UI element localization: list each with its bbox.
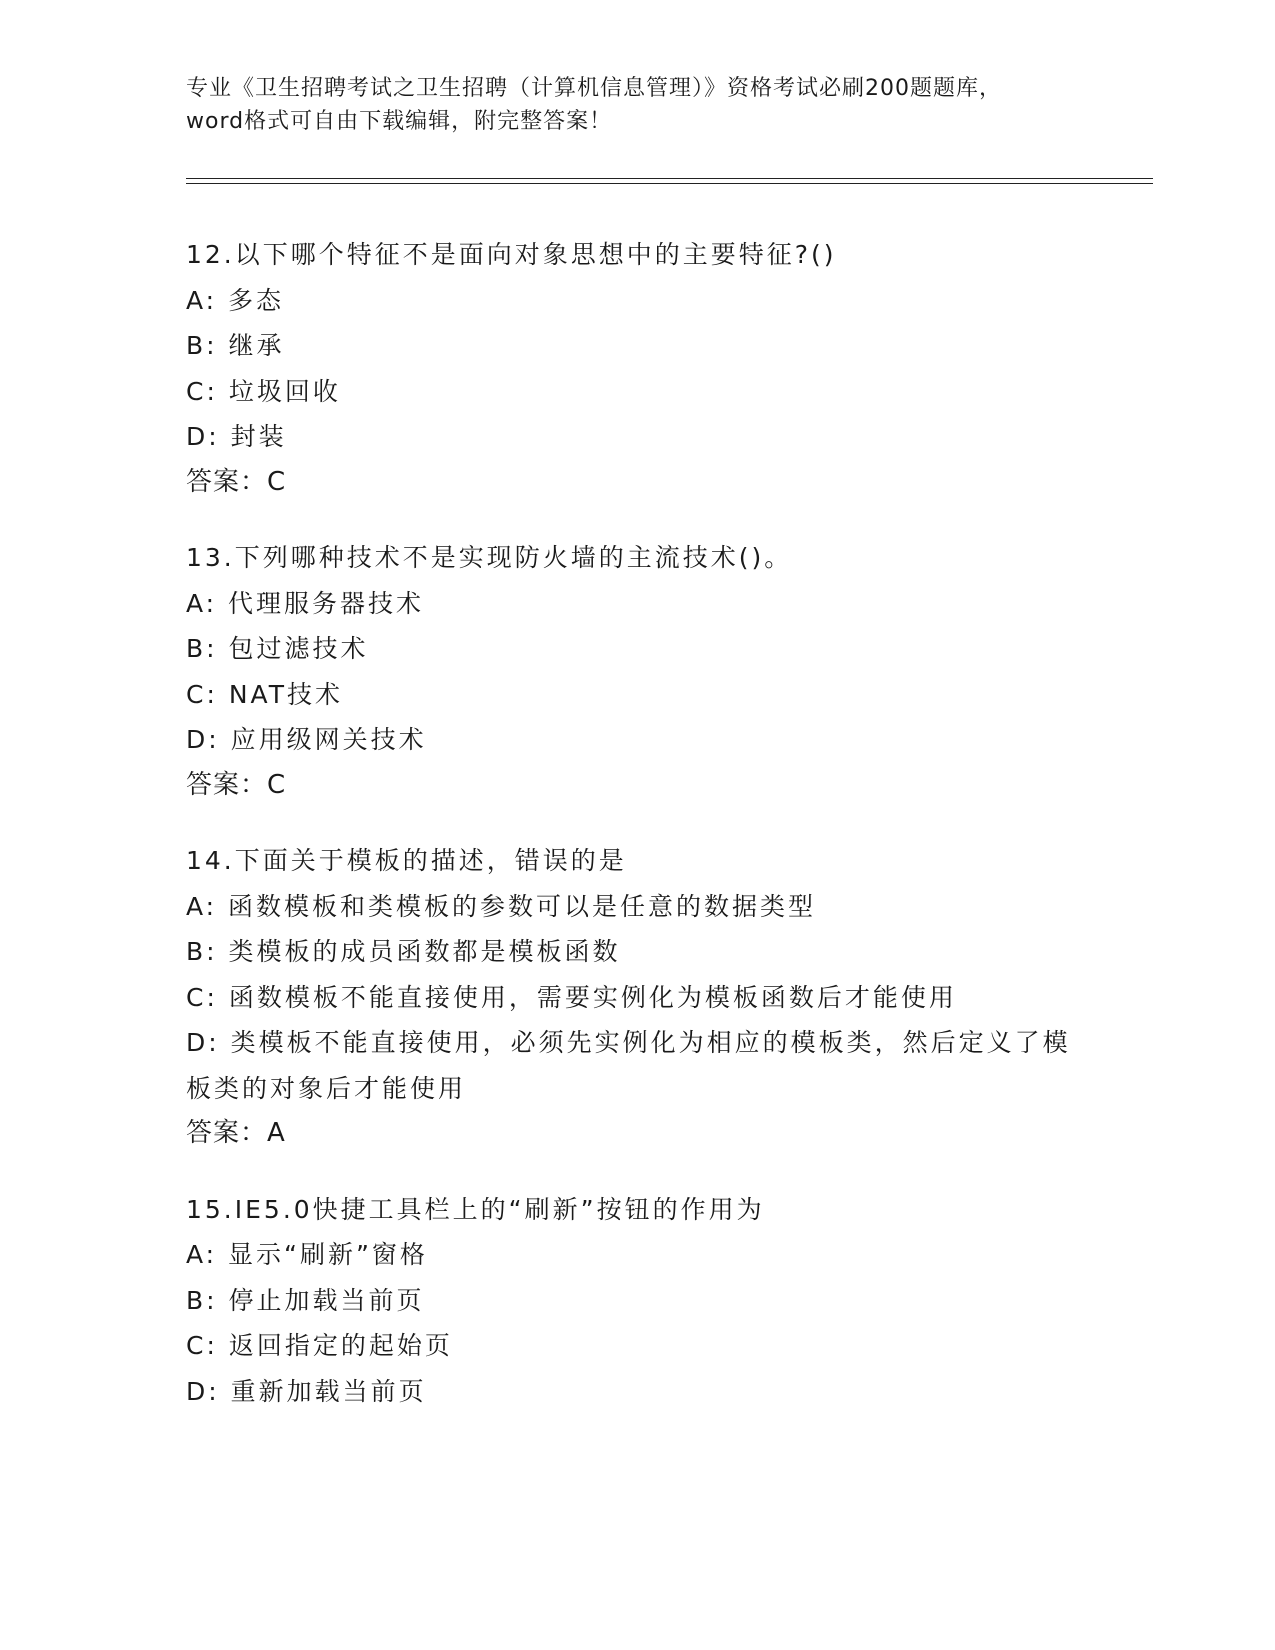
document-header <box>186 72 1086 138</box>
option-b: B: 继承 <box>186 331 285 360</box>
option-b: B: 类模板的成员函数都是模板函数 <box>186 937 621 966</box>
answer-label: 答案：C <box>186 466 287 497</box>
option-d: D: 重新加载当前页 <box>186 1376 427 1406</box>
option-a: A: 代理服务器技术 <box>186 588 425 618</box>
header-divider-top <box>186 178 1153 179</box>
option-d: D: 封装 <box>186 422 287 451</box>
option-c: C: NAT技术 <box>186 679 343 709</box>
header-line-1: 专业《卫生招聘考试之卫生招聘（计算机信息管理）》资格考试必刷200题题库， <box>186 76 1002 101</box>
header-line-2: word格式可自由下载编辑，附完整答案！ <box>186 109 613 134</box>
option-c: C: 返回指定的起始页 <box>186 1331 453 1360</box>
answer-label: 答案：C <box>186 769 287 800</box>
question-stem: 15.IE5.0快捷工具栏上的“刷新”按钮的作用为 <box>186 1194 765 1224</box>
option-a: A: 多态 <box>186 285 285 315</box>
option-d: D: 应用级网关技术 <box>186 725 427 754</box>
option-c: C: 垃圾回收 <box>186 376 341 406</box>
option-b: B: 包过滤技术 <box>186 634 369 663</box>
option-c: C: 函数模板不能直接使用，需要实例化为模板函数后才能使用 <box>186 982 957 1012</box>
option-b: B: 停止加载当前页 <box>186 1285 425 1315</box>
option-d: D: 类模板不能直接使用，必须先实例化为相应的模板类，然后定义了模板类的对象后才能使用 <box>186 1028 1071 1103</box>
question-list <box>186 232 1086 1444</box>
question-12 <box>186 232 1086 505</box>
answer-label: 答案：A <box>186 1118 286 1148</box>
question-15 <box>186 1187 1086 1415</box>
question-13 <box>186 535 1086 808</box>
question-stem: 12.以下哪个特征不是面向对象思想中的主要特征?() <box>186 240 837 269</box>
option-a: A: 显示“刷新”窗格 <box>186 1240 428 1269</box>
question-stem: 13.下列哪种技术不是实现防火墙的主流技术()。 <box>186 543 793 572</box>
question-14 <box>186 838 1086 1157</box>
header-divider-bottom <box>186 183 1153 184</box>
question-stem: 14.下面关于模板的描述，错误的是 <box>186 846 627 875</box>
option-a: A: 函数模板和类模板的参数可以是任意的数据类型 <box>186 891 817 921</box>
